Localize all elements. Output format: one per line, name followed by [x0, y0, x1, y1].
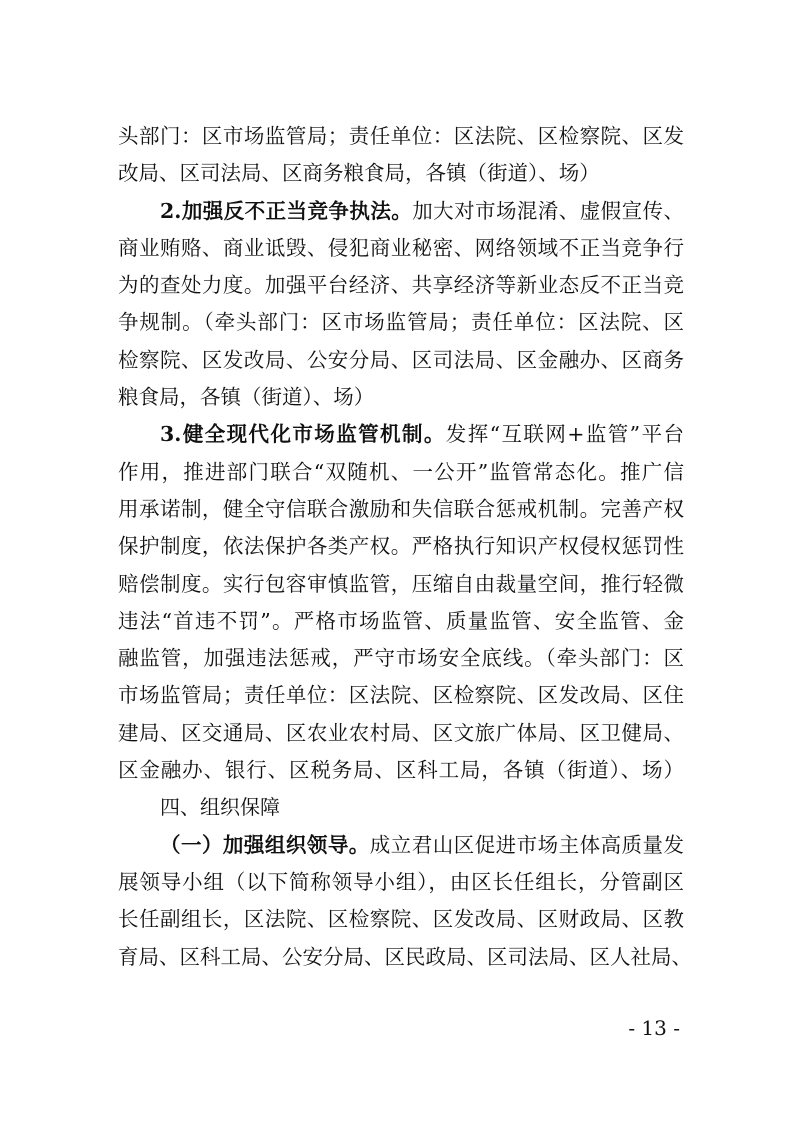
- body-line: 改局、区司法局、区商务粮食局，各镇（街道）、场）: [118, 161, 600, 186]
- body-line: 市场监管局；责任单位：区法院、区检察院、区发改局、区住: [118, 683, 684, 708]
- body-line: 违法“首违不罚”。严格市场监管、质量监管、安全监管、金: [118, 608, 684, 633]
- body-line: 商业贿赂、商业诋毁、侵犯商业秘密、网络领域不正当竞争行: [118, 235, 684, 260]
- section-2-heading: 2.加强反不正当竞争执法。: [160, 198, 413, 223]
- section-3-text: 发挥“互联网+监管”平台: [445, 422, 684, 447]
- section-2-first-line: [118, 193, 684, 230]
- body-line: 赔偿制度。实行包容审慎监管，压缩自由裁量空间，推行轻微: [118, 571, 684, 596]
- section-2-text: 加大对市场混淆、虚假宣传、: [412, 198, 684, 223]
- subsection-1-first-line: [118, 827, 684, 864]
- subsection-1-text: 成立君山区促进市场主体高质量发: [369, 832, 685, 857]
- body-line: 建局、区交通局、区农业农村局、区文旅广体局、区卫健局、: [118, 720, 684, 745]
- subsection-1-heading: （一）加强组织领导。: [160, 832, 370, 857]
- section-3-first-line: [118, 416, 684, 453]
- section-3-heading: 3.健全现代化市场监管机制。: [160, 422, 446, 447]
- body-line: 区金融办、银行、区税务局、区科工局，各镇（街道）、场）: [118, 758, 684, 783]
- body-line: 融监管，加强违法惩戒，严守市场安全底线。（牵头部门：区: [118, 646, 684, 671]
- document-body: [118, 118, 692, 976]
- body-line: 作用，推进部门联合“双随机、一公开”监管常态化。推广信: [118, 459, 684, 484]
- body-line: 育局、区科工局、公安分局、区民政局、区司法局、区人社局、: [118, 944, 692, 969]
- body-line: 粮食局，各镇（街道）、场）: [118, 385, 375, 410]
- body-line: 长任副组长，区法院、区检察院、区发改局、区财政局、区教: [118, 907, 684, 932]
- body-line: 用承诺制，健全守信联合激励和失信联合惩戒机制。完善产权: [118, 496, 684, 521]
- body-line: 头部门：区市场监管局；责任单位：区法院、区检察院、区发: [118, 124, 684, 148]
- body-line: 为的查处力度。加强平台经济、共享经济等新业态反不正当竞: [118, 273, 684, 298]
- body-line: 保护制度，依法保护各类产权。严格执行知识产权侵权惩罚性: [118, 534, 684, 559]
- body-line: 展领导小组（以下简称领导小组），由区长任组长，分管副区: [118, 869, 684, 894]
- page-number: - 13 -: [628, 1016, 680, 1040]
- body-line: 检察院、区发改局、公安分局、区司法局、区金融办、区商务: [118, 347, 684, 372]
- body-line: 争规制。（牵头部门：区市场监管局；责任单位：区法院、区: [118, 310, 684, 335]
- section-heading-organization: 四、组织保障: [160, 795, 280, 820]
